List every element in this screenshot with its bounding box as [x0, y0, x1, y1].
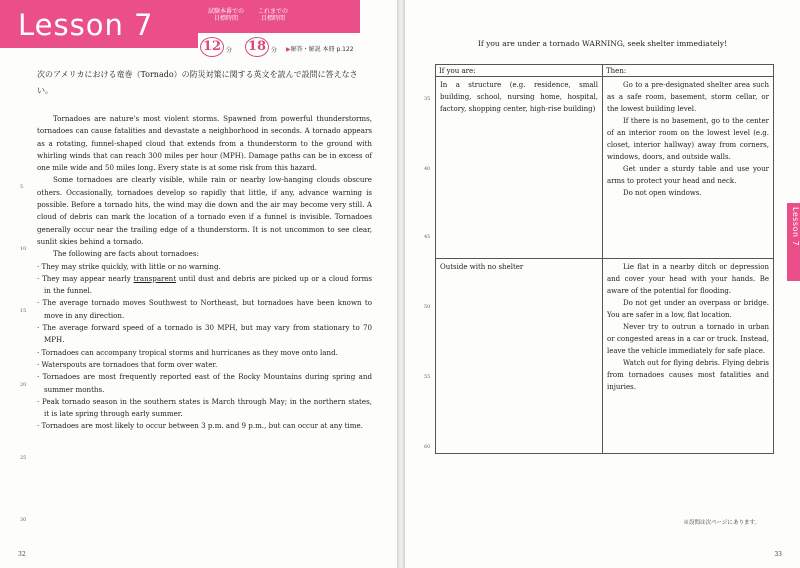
fact-item: · The average tornado moves Southwest to Northeast, but tornadoes have been known to move in any direction. [37, 298, 372, 320]
past-minutes-unit: 分 [271, 47, 278, 54]
target-minutes-unit: 分 [226, 47, 233, 54]
instruction-text: 次のアメリカにおける竜巻（Tornado）の防災対策に関する英文を読んで設問に答えなさい。 [37, 70, 358, 95]
fact-item: · They may strike quickly, with little or no warning. [37, 261, 221, 271]
past-time-caption: これまでの 目標時間 [258, 8, 289, 22]
line-number: 20 [20, 382, 27, 388]
line-number: 30 [20, 517, 27, 523]
fact-item: · Tornadoes are most likely to occur between 3 p.m. and 9 p.m., but can occur at any time. [37, 421, 363, 431]
line-number: 5 [20, 184, 24, 190]
line-number: 45 [424, 234, 431, 240]
fact-item: · Waterspouts are tornadoes that form over water. [37, 359, 218, 369]
line-number: 10 [20, 246, 27, 252]
fact-item: · Tornadoes are most frequently reported east of the Rocky Mountains during spring and summer months. [37, 372, 372, 394]
side-tab-label: Lesson 7 [791, 207, 800, 247]
target-minutes-circle: 12 [200, 37, 224, 57]
target-time-caption: 試験本番での 目標時間 [208, 8, 245, 22]
book-gutter [397, 0, 405, 568]
left-page [0, 0, 397, 568]
warning-heading: If you are under a tornado WARNING, seek shelter immediately! [477, 39, 728, 48]
page-number: 32 [18, 551, 26, 558]
shelter-table [435, 64, 774, 454]
table-header: If you are: [436, 65, 603, 77]
arrow-right-icon: ▶ [286, 46, 291, 53]
right-page [405, 0, 800, 568]
table-cell: Lie flat in a nearby ditch or depression and cover your head with your hands. Be aware of the potential for flooding. Do not get under an overpass or bridge. You are safer in a low, flat location. Never try to outrun a tornado in urban or congested areas in a car or truck. Instead, leave the vehicle immediately for safe place. Watch out for flying debris. Flying debris from tornadoes causes most fatalities and injuries. [607, 263, 769, 391]
line-number: 50 [424, 304, 431, 310]
line-number: 60 [424, 444, 431, 450]
paragraph: Tornadoes are nature's most violent storms. Spawned from powerful thunderstorms, tornadoes can cause fatalities and devastate a neighborhood in seconds. A tornado appears as a rotating, funnel-shaped cloud that extends from a thunderstorm to the ground with whirling winds that can reach 300 miles per hour (MPH). Damage paths can be in excess of one mile wide and 50 miles long. Every state is at some risk from this hazard. [37, 114, 372, 173]
answer-reference: ▶解答・解説 本冊 p.122 [286, 46, 354, 53]
fact-item: · Tornadoes can accompany tropical storms and hurricanes as they move onto land. [37, 347, 338, 357]
table-cell: Outside with no shelter [436, 259, 603, 453]
fact-item: · Peak tornado season in the southern states is March through May; in the northern states, it is late spring through early summer. [37, 396, 372, 419]
continued-note: ※設問は次ページにあります。 [683, 520, 760, 526]
table-header: Then: [603, 65, 773, 77]
passage-body [37, 113, 372, 433]
fact-item: · The average forward speed of a tornado is 30 MPH, but may vary from stationary to 70 MPH. [37, 323, 372, 345]
paragraph: Some tornadoes are clearly visible, while rain or nearby low-hanging clouds obscure others. Occasionally, tornadoes develop so rapidly that little, if any, advance warning is possible. Before a tornado hits, the wind may die down and the air may become very still. A cloud of debris can mark the location of a tornado even if a funnel is invisible. Tornadoes generally occur near the trailing edge of a thunderstorm. It is not uncommon to see clear, sunlit skies behind a tornado. [37, 175, 372, 246]
table-cell: Go to a pre-designated shelter area such as a safe room, basement, storm cellar, or the lowest building level. If there is no basement, go to the center of an interior room on the lowest level (e.g. closet, interior hallway) away from corners, windows, doors, and outside walls. Get under a sturdy table and use your arms to protect your head and neck. Do not open windows. [603, 77, 773, 259]
past-minutes-circle: 18 [245, 37, 269, 57]
underlined-word: transparent [133, 273, 177, 283]
page-number: 33 [774, 551, 782, 558]
paragraph: The following are facts about tornadoes: [53, 249, 199, 259]
line-number: 40 [424, 166, 431, 172]
line-number: 55 [424, 374, 431, 380]
line-number: 35 [424, 96, 431, 102]
line-number: 15 [20, 308, 27, 314]
lesson-title: Lesson 7 [18, 8, 154, 42]
table-cell: In a structure (e.g. residence, small building, school, nursing home, hospital, factory, shopping center, high-rise building) [436, 77, 603, 259]
fact-item: · They may appear nearly transparent until dust and debris are picked up or a cloud forms in the funnel. [37, 273, 373, 296]
line-number: 25 [20, 455, 27, 461]
